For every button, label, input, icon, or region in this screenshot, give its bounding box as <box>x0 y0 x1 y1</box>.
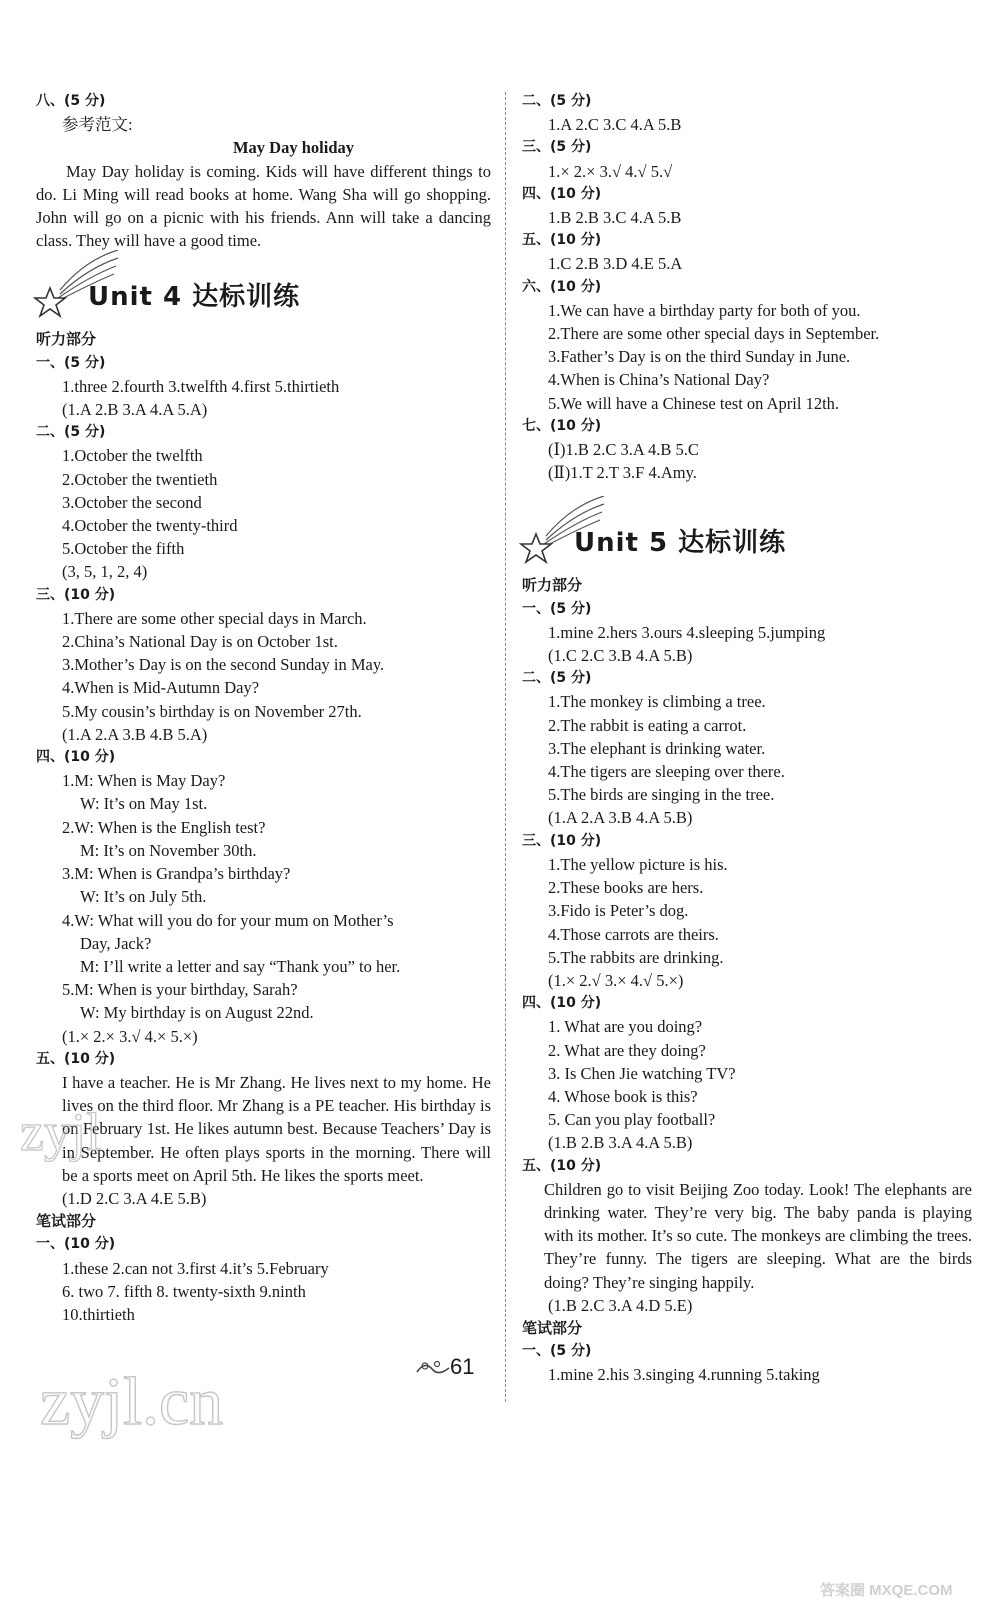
answer-line: (1.A 2.B 3.A 4.A 5.A) <box>62 400 208 420</box>
section-heading: 一、(5 分) <box>522 600 592 617</box>
page-number: 61 <box>450 1354 475 1379</box>
answer-line: 3.October the second <box>62 492 202 512</box>
answer-line: 1.mine 2.his 3.singing 4.running 5.taking <box>548 1365 820 1385</box>
answer-line: (1.× 2.√ 3.× 4.√ 5.×) <box>548 970 684 990</box>
dialogue-line: 3.M: When is Grandpa’s birthday? <box>62 864 291 884</box>
watermark-mxqe <box>820 1500 990 1600</box>
answer-line: 4.When is Mid-Autumn Day? <box>62 678 260 698</box>
answer-line: 5.We will have a Chinese test on April 12th. <box>548 393 840 413</box>
answer-line: 4.When is China’s National Day? <box>548 370 770 390</box>
answer-line: 1.The yellow picture is his. <box>548 854 728 874</box>
passage-text: Children go to visit Beijing Zoo today. Look! The elephants are drinking water. They’re very big. The baby panda is playing with its mother. It’s so cute. The monkeys are climbing the trees. They’re funny. The tigers are sleeping. What are the birds doing? They’re singing happily. <box>544 1179 972 1292</box>
listening-heading: 听力部分 <box>36 330 97 349</box>
dialogue-line: 2.W: When is the English test? <box>62 817 266 837</box>
unit5-header <box>522 510 972 568</box>
essay-text: May Day holiday is coming. Kids will have different things to do. Li Ming will read books at home. Wang Sha will go shopping. John will go on a picnic with his friends. Ann will take a dancing class. They will have a good time. <box>36 161 491 251</box>
section-heading: 三、(10 分) <box>522 832 602 849</box>
answer-line: 6. two 7. fifth 8. twenty-sixth 9.ninth <box>62 1281 306 1301</box>
section-heading: 二、(5 分) <box>522 93 592 109</box>
answer-line: 2.These books are hers. <box>548 878 704 898</box>
answer-line: 3.The elephant is drinking water. <box>548 738 766 758</box>
answer-line: 1.mine 2.hers 3.ours 4.sleeping 5.jumping <box>548 622 826 642</box>
answer-line: 4.October the twenty-third <box>62 516 238 536</box>
svg-text:答案圈 MXQE.COM: 答案圈 MXQE.COM <box>820 1582 953 1599</box>
section-heading: 四、(10 分) <box>36 749 116 766</box>
reference-label: 参考范文: <box>62 115 133 135</box>
answer-line: 10.thirtieth <box>62 1304 135 1324</box>
flower-ornament-icon <box>415 1356 451 1380</box>
svg-text:zyjl: zyjl <box>20 1102 101 1162</box>
answer-line: (3, 5, 1, 2, 4) <box>62 562 148 582</box>
answer-line: 1.There are some other special days in March. <box>62 608 367 628</box>
section-heading: 五、(10 分) <box>36 1050 116 1067</box>
passage-text: I have a teacher. He is Mr Zhang. He lives next to my home. He lives on the third floor. Mr Zhang is a PE teacher. His birthday is on February 1st. He likes autumn best. Because Teachers’ Day is in September. He often plays sports in the morning. There will be a sports meet on April 5th. He likes the sports meet. <box>62 1072 491 1185</box>
section-heading: 一、(10 分) <box>36 1236 116 1253</box>
answer-line: 1.three 2.fourth 3.twelfth 4.first 5.thirtieth <box>62 376 340 396</box>
answer-line: 2.China’s National Day is on October 1st. <box>62 632 338 652</box>
answer-line: 1.A 2.C 3.C 4.A 5.B <box>548 115 682 135</box>
unit5-title: Unit 5 达标训练 <box>574 528 787 559</box>
essay-title: May Day holiday <box>232 138 354 158</box>
written-heading: 笔试部分 <box>522 1318 583 1337</box>
answer-line: 4.Those carrots are theirs. <box>548 924 719 944</box>
answer-line: 1.C 2.B 3.D 4.E 5.A <box>548 254 683 274</box>
dialogue-line: W: It’s on July 5th. <box>80 887 207 907</box>
answer-line: 1.The monkey is climbing a tree. <box>548 692 766 712</box>
dialogue-line: M: It’s on November 30th. <box>80 840 257 860</box>
watermark-zyjl-cn <box>40 1362 340 1442</box>
answer-line: (Ⅱ)1.T 2.T 3.F 4.Amy. <box>548 463 697 483</box>
answer-line: 3.Father’s Day is on the third Sunday in June. <box>548 347 851 367</box>
answer-line: (1.A 2.A 3.B 4.A 5.B) <box>548 808 693 828</box>
answer-line: 1.× 2.× 3.√ 4.√ 5.√ <box>548 161 673 181</box>
answer-line: 5.The rabbits are drinking. <box>548 947 724 967</box>
dialogue-line: 5.M: When is your birthday, Sarah? <box>62 980 298 1000</box>
section-heading: 四、(10 分) <box>522 185 602 202</box>
dialogue-line: M: I’ll write a letter and say “Thank you” to her. <box>80 956 401 976</box>
watermark-zyjl <box>20 1102 170 1162</box>
section-heading: 二、(5 分) <box>522 670 592 687</box>
answer-line: 2.October the twentieth <box>62 469 218 489</box>
answer-line: 3. Is Chen Jie watching TV? <box>548 1063 736 1083</box>
answer-line: 2. What are they doing? <box>548 1040 706 1060</box>
answer-line: 5.My cousin’s birthday is on November 27th. <box>62 701 362 721</box>
section-heading: 五、(10 分) <box>522 1157 602 1174</box>
answer-line: 4.The tigers are sleeping over there. <box>548 762 785 782</box>
answer-line: 5.October the fifth <box>62 539 185 559</box>
answer-line: 1.these 2.can not 3.first 4.it’s 5.February <box>62 1258 329 1278</box>
section-heading: 八、(5 分) <box>36 93 106 109</box>
dialogue-line: W: My birthday is on August 22nd. <box>80 1003 314 1023</box>
answer-line: 2.The rabbit is eating a carrot. <box>548 715 747 735</box>
dialogue-line: Day, Jack? <box>80 933 152 953</box>
answer-line: (1.× 2.× 3.√ 4.× 5.×) <box>62 1026 198 1046</box>
answer-line: 5. Can you play football? <box>548 1110 716 1130</box>
answer-line: (1.A 2.A 3.B 4.B 5.A) <box>62 724 208 744</box>
answer-line: 4. Whose book is this? <box>548 1086 698 1106</box>
column-divider <box>505 92 507 1402</box>
answer-line: 3.Fido is Peter’s dog. <box>548 901 689 921</box>
written-heading: 笔试部分 <box>36 1212 97 1231</box>
dialogue-line: 1.M: When is May Day? <box>62 771 226 791</box>
section-heading: 一、(5 分) <box>36 354 106 371</box>
section-heading: 三、(10 分) <box>36 586 116 603</box>
answer-line: (1.C 2.C 3.B 4.A 5.B) <box>548 646 693 666</box>
answer-line: 1.We can have a birthday party for both of you. <box>548 300 861 320</box>
answer-line: (1.B 2.B 3.A 4.A 5.B) <box>548 1133 693 1153</box>
answer-line: 1.B 2.B 3.C 4.A 5.B <box>548 208 682 228</box>
section-heading: 五、(10 分) <box>522 232 602 249</box>
answer-line: (1.D 2.C 3.A 4.E 5.B) <box>62 1188 207 1208</box>
svg-text:zyjl.cn: zyjl.cn <box>40 1363 224 1439</box>
section-heading: 四、(10 分) <box>522 995 602 1012</box>
section-heading: 七、(10 分) <box>522 417 602 434</box>
answer-line: 1. What are you doing? <box>548 1017 703 1037</box>
listening-heading: 听力部分 <box>522 576 583 595</box>
answer-line: 1.October the twelfth <box>62 446 203 466</box>
answer-line: (Ⅰ)1.B 2.C 3.A 4.B 5.C <box>548 440 699 460</box>
answer-line: 3.Mother’s Day is on the second Sunday in May. <box>62 655 385 675</box>
unit4-title: Unit 4 达标训练 <box>88 282 301 313</box>
dialogue-line: 4.W: What will you do for your mum on Mother’s <box>62 910 394 930</box>
unit4-header <box>36 264 491 322</box>
section-heading: 六、(10 分) <box>522 278 602 295</box>
answer-line: (1.B 2.C 3.A 4.D 5.E) <box>548 1295 693 1315</box>
answer-line: 5.The birds are singing in the tree. <box>548 785 775 805</box>
right-column <box>522 90 972 1387</box>
section-heading: 一、(5 分) <box>522 1343 592 1360</box>
section-heading: 二、(5 分) <box>36 424 106 441</box>
answer-line: 2.There are some other special days in September. <box>548 324 880 344</box>
section-heading: 三、(5 分) <box>522 139 592 156</box>
dialogue-line: W: It’s on May 1st. <box>80 794 208 814</box>
